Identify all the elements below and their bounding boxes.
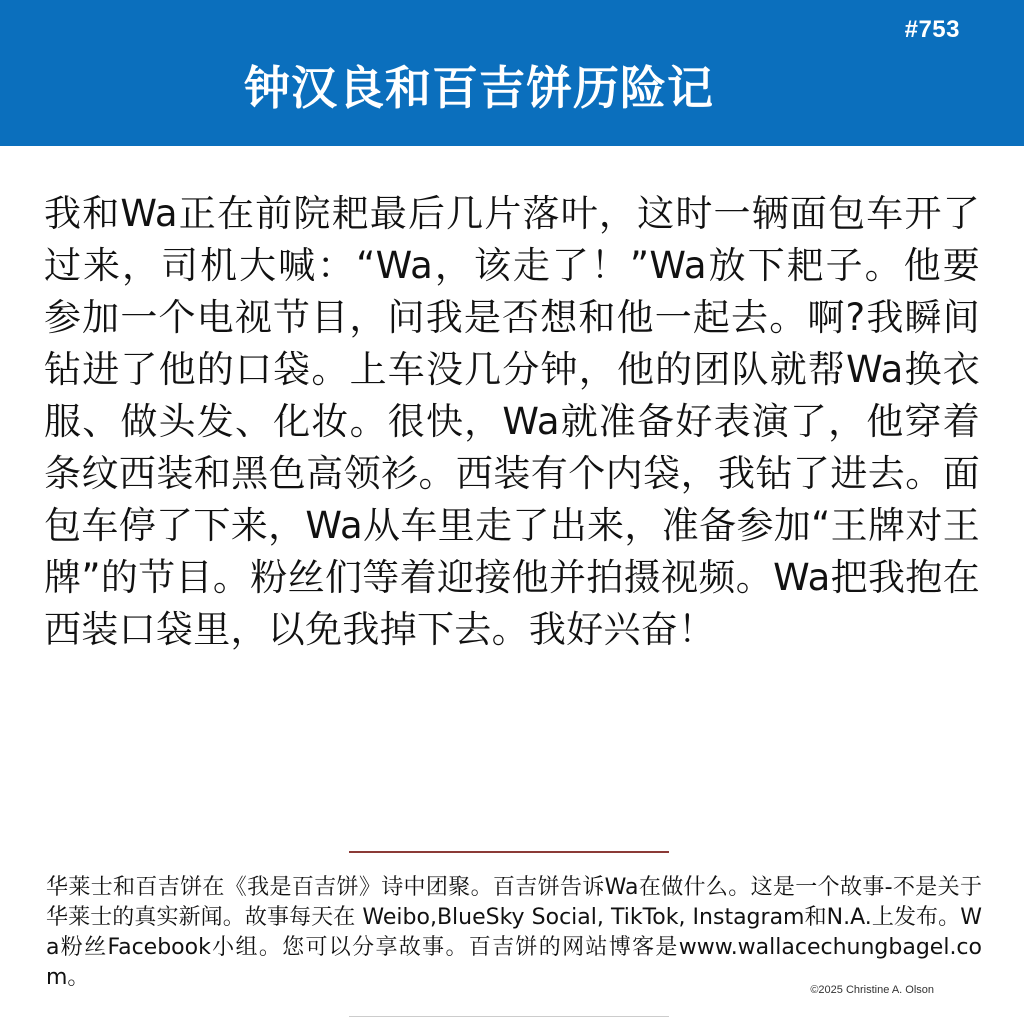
bottom-divider	[349, 1016, 669, 1017]
episode-number: #753	[904, 16, 960, 43]
page-title: 钟汉良和百吉饼历险记	[244, 61, 714, 115]
header-banner	[0, 0, 1024, 146]
footer-note: 华莱士和百吉饼在《我是百吉饼》诗中团聚。百吉饼告诉Wa在做什么。这是一个故事-不是关于华莱士的真实新闻。故事每天在 Weibo,BlueSky Social, TikTok, Instagram和N.A.上发布。Wa粉丝Facebook小组。您可以分享故事。百吉饼的网站博客是www.wallacechungbagel.com。	[46, 875, 982, 990]
story-text: 我和Wa正在前院耙最后几片落叶，这时一辆面包车开了过来，司机大喊：“Wa，该走了！”Wa放下耙子。他要参加一个电视节目，问我是否想和他一起去。啊?我瞬间钻进了他的口袋。上车没几分钟，他的团队就帮Wa换衣服、做头发、化妆。很快，Wa就准备好表演了，他穿着条纹西装和黑色高领衫。西装有个内袋，我钻了进去。面包车停了下来，Wa从车里走了出来，准备参加“王牌对王牌”的节目。粉丝们等着迎接他并拍摄视频。Wa把我抱在西装口袋里，以免我掉下去。我好兴奋！	[44, 192, 980, 651]
copyright-notice: ©2025 Christine A. Olson	[810, 984, 934, 996]
section-divider	[349, 851, 669, 853]
